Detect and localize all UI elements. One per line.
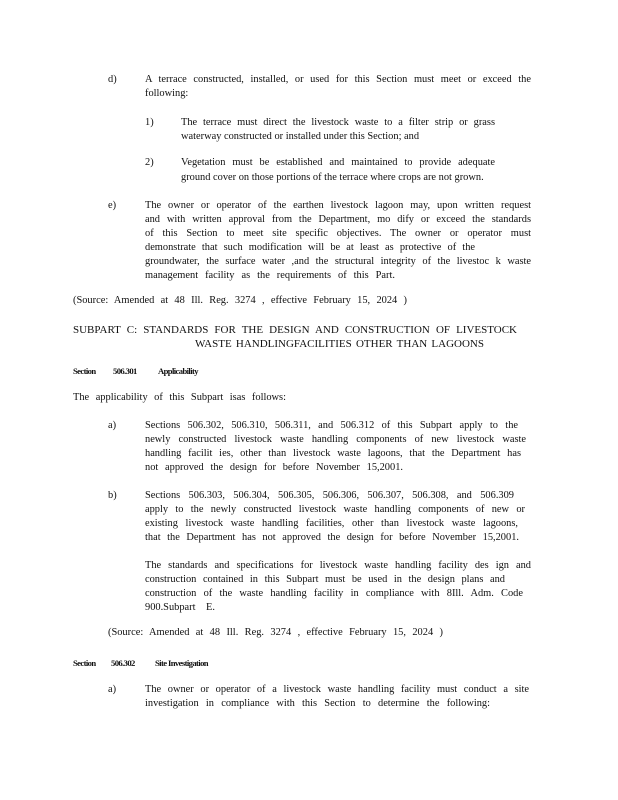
item-b-line: that the Department has not approved the design for before November 15,2001. — [145, 532, 519, 543]
item-1-line: waterway constructed or installed under this Section; and — [181, 131, 420, 142]
item-b-para2-line: construction contained in this Subpart must be used in the design plans and — [145, 574, 505, 585]
section-title: Site Investigation — [155, 658, 208, 668]
item-label-1: 1) — [145, 117, 154, 128]
item-d-line: following: — [145, 88, 189, 99]
item-a-line: not approved the design for before November 15,2001. — [145, 462, 403, 473]
section-intro: The applicability of this Subpart isas follows: — [73, 392, 286, 403]
source-note: (Source: Amended at 48 Ill. Reg. 3274 , effective February 15, 2024 ) — [73, 295, 407, 306]
item-b-line: existing livestock waste handling facilities, other than livestock waste lagoons, — [145, 518, 518, 529]
item-e-line: and with written approval from the Department, mo dify or exceed the standards — [145, 214, 531, 225]
section-word: Section — [73, 366, 96, 376]
item-label-a: a) — [108, 684, 117, 695]
item-2-line: ground cover on those portions of the terrace where crops are not grown. — [181, 172, 484, 183]
item-label-d: d) — [108, 74, 117, 85]
item-a-line: investigation in compliance with this Section to determine the following: — [145, 698, 490, 709]
subpart-heading: WASTE HANDLINGFACILITIES OTHER THAN LAGOONS — [195, 338, 484, 350]
item-d-line: A terrace constructed, installed, or used for this Section must meet or exceed the — [145, 74, 531, 85]
item-a-line: handling facilit ies, other than livestock waste lagoons, that the Department has — [145, 448, 521, 459]
item-e-line: groundwater, the surface water ,and the structural integrity of the livestoc k waste — [145, 256, 531, 267]
item-a-line: newly constructed livestock waste handling components of new livestock waste — [145, 434, 526, 445]
item-label-e: e) — [108, 200, 117, 211]
subpart-heading: SUBPART C: STANDARDS FOR THE DESIGN AND CONSTRUCTION OF LIVESTOCK — [73, 324, 517, 336]
item-e-line: demonstrate that such modification will be at least as protective of the — [145, 242, 475, 253]
section-number: 506.302 — [111, 658, 135, 668]
section-word: Section — [73, 658, 96, 668]
item-b-para2-line: construction of the waste handling facility in compliance with 8Ill. Adm. Code — [145, 588, 523, 599]
item-label-b: b) — [108, 490, 117, 501]
item-e-line: of this Section to meet site specific objectives. The owner or operator must — [145, 228, 531, 239]
item-1-line: The terrace must direct the livestock waste to a filter strip or grass — [181, 117, 495, 128]
item-e-line: management facility as the requirements of this Part. — [145, 270, 395, 281]
source-note: (Source: Amended at 48 Ill. Reg. 3274 , effective February 15, 2024 ) — [108, 627, 443, 638]
item-b-para2-line: The standards and specifications for livestock waste handling facility des ign and — [145, 560, 531, 571]
section-title: Applicability — [158, 366, 198, 376]
item-label-a: a) — [108, 420, 117, 431]
item-b-line: Sections 506.303, 506.304, 506.305, 506.306, 506.307, 506.308, and 506.309 — [145, 490, 514, 501]
item-label-2: 2) — [145, 157, 154, 168]
item-b-line: apply to the newly constructed livestock waste handling components of new or — [145, 504, 525, 515]
item-2-line: Vegetation must be established and maintained to provide adequate — [181, 157, 495, 168]
section-number: 506.301 — [113, 366, 137, 376]
item-e-line: The owner or operator of the earthen livestock lagoon may, upon written request — [145, 200, 531, 211]
item-b-para2-line: 900.Subpart E. — [145, 602, 215, 613]
item-a-line: The owner or operator of a livestock waste handling facility must conduct a site — [145, 684, 529, 695]
item-a-line: Sections 506.302, 506.310, 506.311, and 506.312 of this Subpart apply to the — [145, 420, 518, 431]
